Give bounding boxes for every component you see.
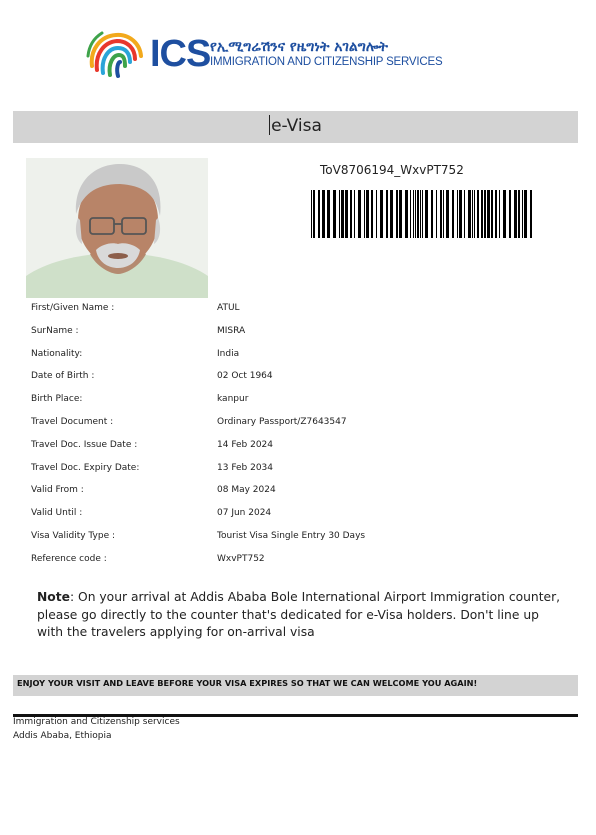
field-row bbox=[31, 303, 551, 326]
barcode bbox=[311, 190, 533, 238]
field-label: Travel Doc. Issue Date : bbox=[31, 439, 138, 450]
field-label: Nationality: bbox=[31, 348, 83, 359]
field-label: Valid From : bbox=[31, 485, 84, 496]
footer-organization: Immigration and Citizenship services bbox=[13, 717, 180, 727]
field-value: 02 Oct 1964 bbox=[217, 371, 273, 382]
field-label: Valid Until : bbox=[31, 508, 83, 519]
field-label: Birth Place: bbox=[31, 394, 83, 405]
field-row bbox=[31, 417, 551, 440]
field-row bbox=[31, 485, 551, 508]
field-value: ATUL bbox=[217, 303, 240, 313]
field-row bbox=[31, 440, 551, 463]
field-row bbox=[31, 463, 551, 486]
field-value: 14 Feb 2024 bbox=[217, 439, 274, 450]
field-value: Ordinary Passport/Z7643547 bbox=[217, 416, 347, 427]
field-value: Tourist Visa Single Entry 30 Days bbox=[217, 530, 366, 541]
field-row bbox=[31, 371, 551, 394]
field-row bbox=[31, 394, 551, 417]
field-row bbox=[31, 349, 551, 372]
arrival-note bbox=[37, 589, 567, 642]
note-label: Note bbox=[37, 590, 70, 604]
field-label: Reference code : bbox=[31, 553, 107, 564]
field-label: First/Given Name : bbox=[31, 303, 115, 313]
field-row bbox=[31, 326, 551, 349]
field-value: 13 Feb 2034 bbox=[217, 462, 274, 473]
page-title: e-Visa bbox=[271, 116, 322, 136]
field-label: Visa Validity Type : bbox=[31, 530, 115, 541]
ics-logo bbox=[86, 26, 443, 82]
field-label: Date of Birth : bbox=[31, 371, 95, 382]
logo-english-name: IMMIGRATION AND CITIZENSHIP SERVICES bbox=[210, 56, 443, 68]
field-value: India bbox=[217, 348, 240, 359]
field-row bbox=[31, 531, 551, 554]
enjoy-message-bar: ENJOY YOUR VISIT AND LEAVE BEFORE YOUR VISA EXPIRES SO THAT WE CAN WELCOME YOU AGAIN! bbox=[13, 675, 578, 696]
logo-amharic-name: የኢሚግሬሽንና የዜግነት አገልግሎት bbox=[210, 39, 388, 55]
fingerprint-logo-icon bbox=[86, 26, 148, 80]
visa-details bbox=[31, 303, 551, 577]
field-label: SurName : bbox=[31, 325, 79, 336]
field-value: MISRA bbox=[217, 325, 246, 336]
document-code: ToV8706194_WxvPT752 bbox=[320, 163, 464, 177]
field-value: WxvPT752 bbox=[217, 553, 265, 564]
applicant-photo bbox=[26, 158, 208, 298]
logo-abbreviation: ICS bbox=[150, 33, 211, 75]
field-row bbox=[31, 508, 551, 531]
field-row bbox=[31, 554, 551, 577]
note-text: : On your arrival at Addis Ababa Bole International Airport Immigration counter, please go directly to the counter that's dedicated for e-Visa holders. Don't line up with the travelers applying for on-arrival visa bbox=[37, 590, 561, 639]
field-label: Travel Doc. Expiry Date: bbox=[31, 462, 140, 473]
footer-location: Addis Ababa, Ethiopia bbox=[13, 731, 112, 741]
field-label: Travel Document : bbox=[31, 416, 114, 427]
text-cursor bbox=[269, 115, 270, 135]
field-value: 07 Jun 2024 bbox=[217, 508, 272, 519]
field-value: kanpur bbox=[217, 394, 249, 405]
title-bar bbox=[13, 111, 578, 143]
field-value: 08 May 2024 bbox=[217, 485, 276, 496]
